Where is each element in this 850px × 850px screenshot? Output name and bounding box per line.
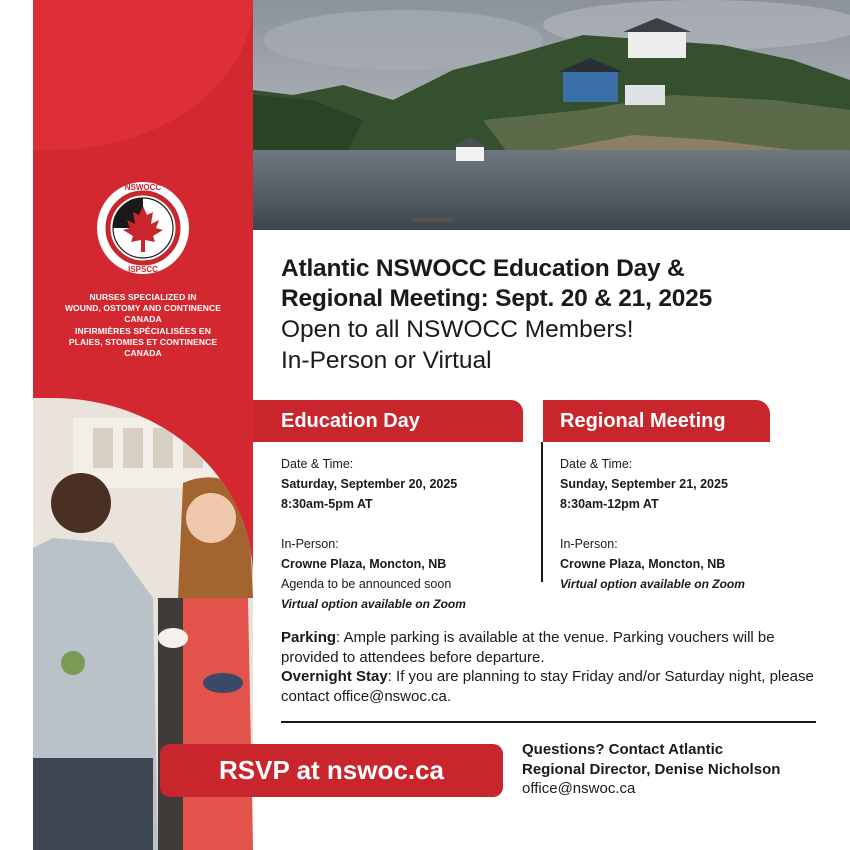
contact-info [522, 740, 842, 799]
regional-meeting-details [560, 454, 810, 594]
overnight-info [281, 667, 821, 706]
contact-line: Regional Director, Denise Nicholson [522, 760, 781, 778]
org-name-english [33, 292, 253, 325]
rsvp-button[interactable]: RSVP at nswoc.ca [160, 744, 503, 797]
inperson-label: In-Person: [560, 537, 618, 551]
logo-bottom-text: ISPSCC [128, 265, 158, 274]
contact-line: Questions? Contact Atlantic [522, 741, 724, 758]
venue: Crowne Plaza, Moncton, NB [560, 557, 726, 571]
event-subtitle: Open to all NSWOCC Members! [281, 316, 634, 343]
org-en-line: CANADA [124, 314, 162, 324]
event-title: Regional Meeting: Sept. 20 & 21, 2025 [281, 285, 713, 312]
event-time: 8:30am-12pm AT [560, 497, 659, 511]
datetime-label: Date & Time: [281, 457, 354, 471]
event-title: Atlantic NSWOCC Education Day & [281, 255, 685, 282]
regional-meeting-header: Regional Meeting [543, 400, 770, 442]
nswocc-logo [95, 180, 191, 276]
education-day-details [281, 454, 531, 614]
inperson-label: In-Person: [281, 537, 339, 551]
event-date: Sunday, September 21, 2025 [560, 477, 728, 491]
education-day-header: Education Day [253, 400, 523, 442]
overnight-text: : If you are planning to stay Friday and/or Saturday night, please contact office@nswoc.ca. [281, 668, 814, 705]
logo-top-text: NSWOCC [124, 183, 162, 192]
org-fr-line: CANADA [124, 348, 162, 358]
venue: Crowne Plaza, Moncton, NB [281, 557, 447, 571]
contact-email[interactable]: office@nswoc.ca [522, 780, 636, 797]
org-en-line: WOUND, OSTOMY AND CONTINENCE [64, 303, 222, 313]
sidebar-arc [33, 0, 253, 150]
event-date: Saturday, September 20, 2025 [281, 477, 458, 491]
org-fr-line: INFIRMIÈRES SPÉCIALISÉES EN [75, 326, 211, 336]
column-divider [541, 442, 543, 582]
virtual-note: Virtual option available on Zoom [281, 597, 466, 611]
parking-info [281, 628, 821, 667]
org-name-french [33, 326, 253, 359]
virtual-note: Virtual option available on Zoom [560, 577, 745, 591]
event-subtitle: In-Person or Virtual [281, 347, 492, 374]
org-en-line: NURSES SPECIALIZED IN [89, 292, 197, 302]
overnight-label: Overnight Stay [281, 668, 388, 685]
datetime-label: Date & Time: [560, 457, 633, 471]
agenda-note: Agenda to be announced soon [281, 577, 452, 591]
event-time: 8:30am-5pm AT [281, 497, 373, 511]
event-title-block [281, 254, 841, 376]
coastal-landscape-photo [253, 0, 850, 230]
parking-label: Parking [281, 629, 337, 646]
org-fr-line: PLAIES, STOMIES ET CONTINENCE [68, 337, 218, 347]
parking-text: : Ample parking is available at the venue. Parking vouchers will be provided to attendees before departure. [281, 629, 775, 666]
bottom-divider [281, 721, 816, 723]
logistics-info [281, 628, 821, 706]
